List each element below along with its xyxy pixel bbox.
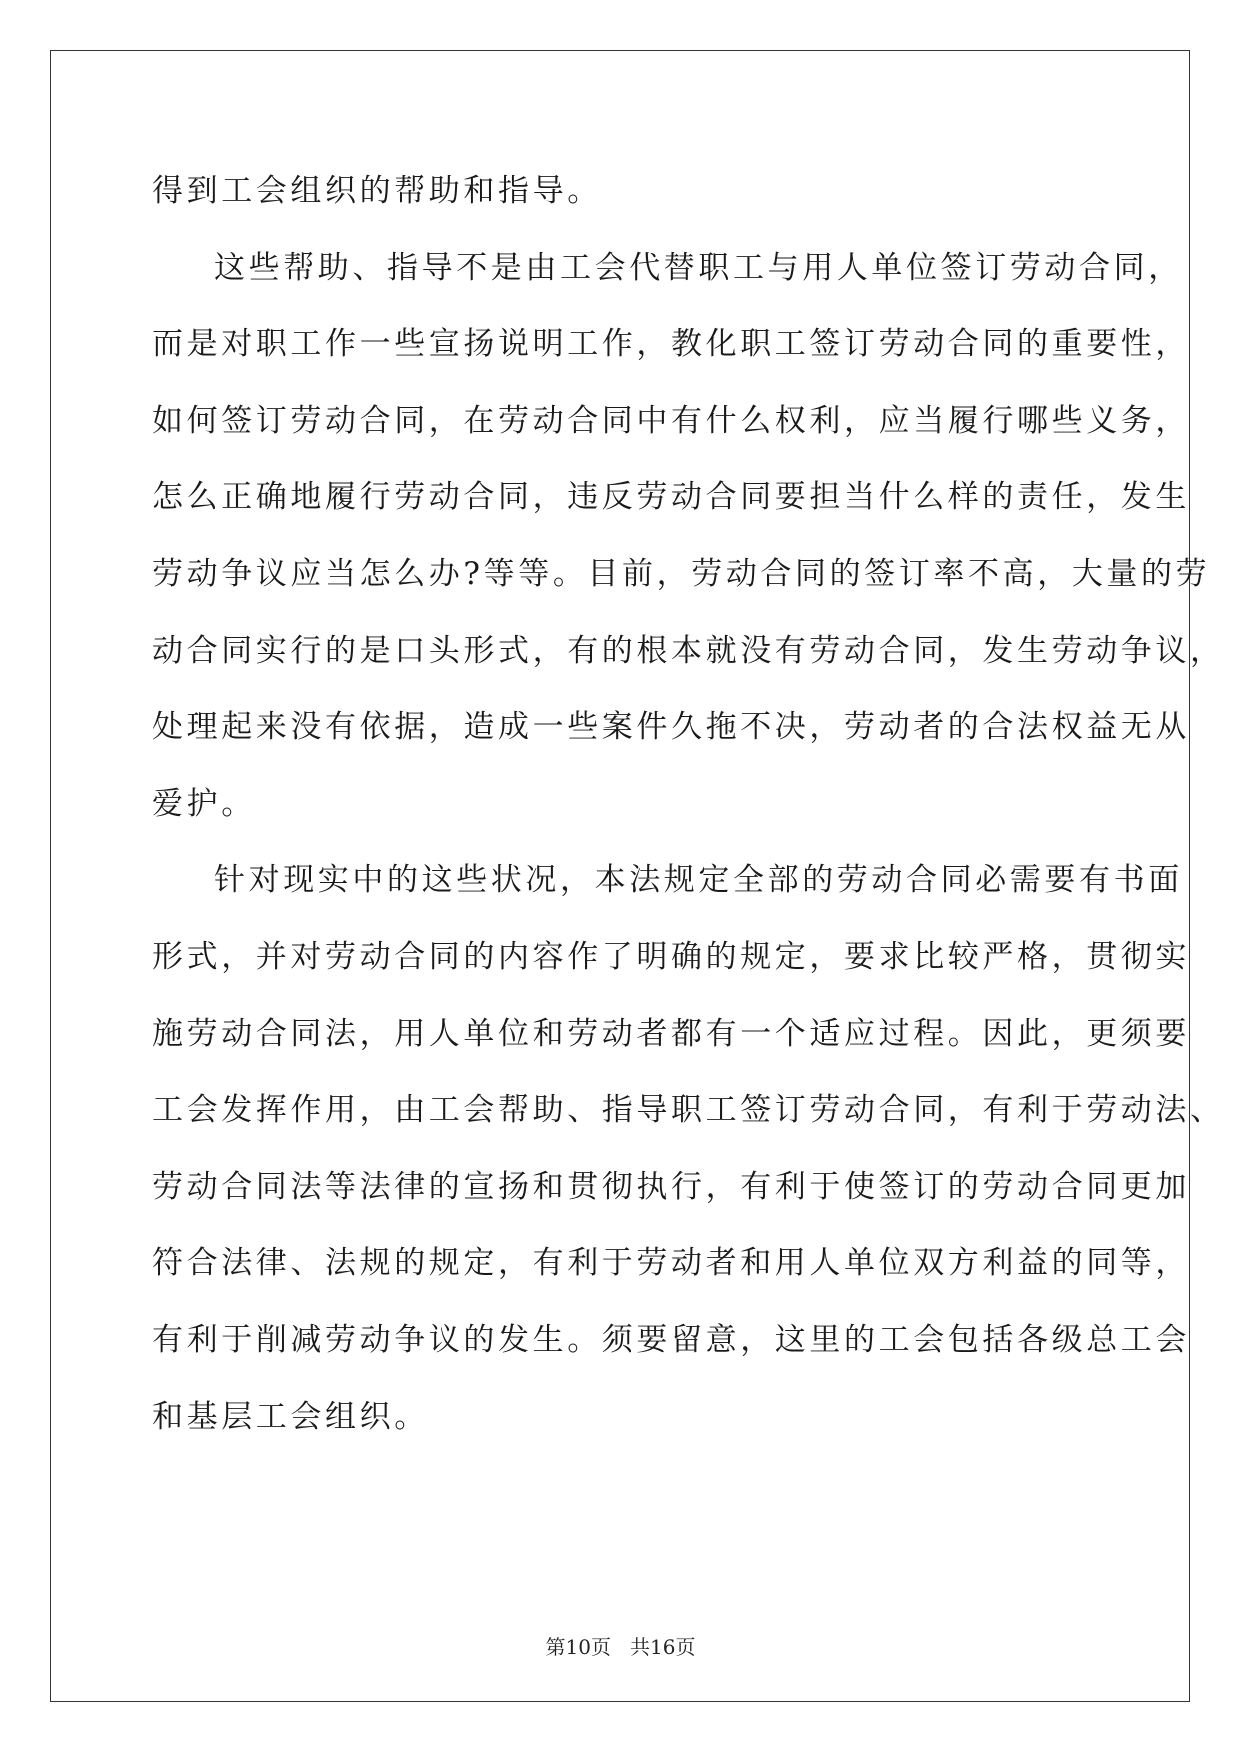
page-total: 共16页	[630, 1635, 696, 1659]
page-footer	[0, 1634, 1241, 1660]
text-line-1: 得到工会组织的帮助和指导。	[152, 173, 602, 209]
text-line-4: 如何签订劳动合同，在劳动合同中有什么权利，应当履行哪些义务，	[152, 403, 1190, 439]
text-line-17: 和基层工会组织。	[152, 1399, 429, 1435]
text-line-13: 工会发挥作用，由工会帮助、指导职工签订劳动合同，有利于劳动法、	[152, 1092, 1225, 1128]
text-line-15: 符合法律、法规的规定，有利于劳动者和用人单位双方利益的同等，	[152, 1245, 1190, 1281]
text-line-16: 有利于削减劳动争议的发生。须要留意，这里的工会包括各级总工会	[152, 1322, 1190, 1358]
text-line-10: 针对现实中的这些状况，本法规定全部的劳动合同必需要有书面	[214, 862, 1183, 898]
text-line-8: 处理起来没有依据，造成一些案件久拖不决，劳动者的合法权益无从	[152, 709, 1190, 745]
text-line-3: 而是对职工作一些宣扬说明工作，教化职工签订劳动合同的重要性，	[152, 326, 1190, 362]
text-line-5: 怎么正确地履行劳动合同，违反劳动合同要担当什么样的责任，发生	[152, 479, 1190, 515]
text-line-11: 形式，并对劳动合同的内容作了明确的规定，要求比较严格，贯彻实	[152, 939, 1190, 975]
text-line-9: 爱护。	[152, 786, 256, 822]
text-line-7: 动合同实行的是口头形式，有的根本就没有劳动合同，发生劳动争议，	[152, 633, 1225, 669]
page-number: 第10页	[545, 1635, 611, 1659]
text-line-2: 这些帮助、指导不是由工会代替职工与用人单位签订劳动合同，	[214, 250, 1183, 286]
text-line-14: 劳动合同法等法律的宣扬和贯彻执行，有利于使签订的劳动合同更加	[152, 1169, 1190, 1205]
text-line-6: 劳动争议应当怎么办?等等。目前，劳动合同的签订率不高，大量的劳	[152, 556, 1211, 592]
text-line-12: 施劳动合同法，用人单位和劳动者都有一个适应过程。因此，更须要	[152, 1016, 1190, 1052]
